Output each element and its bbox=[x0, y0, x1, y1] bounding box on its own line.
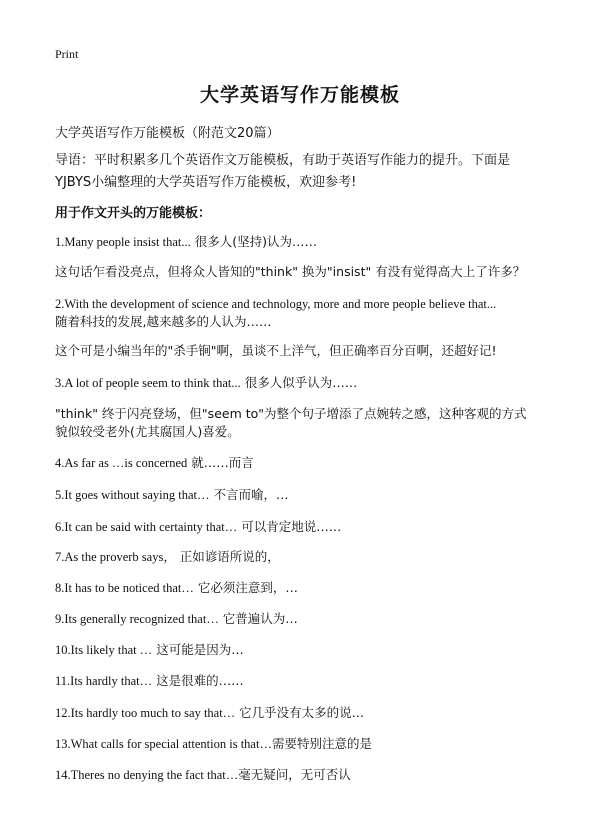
commentary-line: 这个可是小编当年的"杀手锏"啊，虽谈不上洋气，但正确率百分百啊，还超好记! bbox=[55, 343, 497, 358]
template-line: 13.What calls for special attention is that…需要特别注意的是 bbox=[55, 736, 372, 751]
template-line: 12.Its hardly too much to say that… 它几乎没有太多的说… bbox=[55, 705, 365, 720]
template-line: 3.A lot of people seem to think that... 很多人似乎认为…… bbox=[55, 375, 358, 390]
template-line-translation: 随着科技的发展,越来越多的人认为…… bbox=[55, 314, 272, 329]
commentary-line: 这句话乍看没亮点，但将众人皆知的"think" 换为"insist" 有没有觉得高大上了许多？ bbox=[55, 264, 526, 279]
print-label: Print bbox=[55, 47, 79, 61]
page-title: 大学英语写作万能模板 bbox=[199, 84, 400, 106]
intro-line: 导语：平时积累多几个英语作文万能模板，有助于英语写作能力的提升。下面是 bbox=[55, 153, 511, 168]
template-line: 1.Many people insist that... 很多人(坚持)认为…… bbox=[55, 234, 317, 249]
template-line: 8.It has to be noticed that… 它必须注意到，… bbox=[55, 580, 298, 595]
template-line: 14.Theres no denying the fact that…毫无疑问，无可否认 bbox=[55, 767, 351, 782]
template-line: 9.Its generally recognized that… 它普遍认为… bbox=[55, 611, 298, 626]
template-line: 7.As the proverb says， 正如谚语所说的， bbox=[55, 549, 280, 564]
intro-paragraph bbox=[55, 150, 555, 194]
template-line: 6.It can be said with certainty that… 可以肯定地说…… bbox=[55, 519, 342, 534]
commentary-line: "think" 终于闪亮登场，但"seem to"为整个句子增添了点婉转之感，这种客观的方式 bbox=[55, 406, 527, 421]
intro-line: YJBYS小编整理的大学英语写作万能模板，欢迎参考! bbox=[55, 175, 357, 190]
commentary-line: 貌似较受老外(尤其腐国人)喜爱。 bbox=[55, 424, 240, 439]
template-line: 2.With the development of science and technology, more and more people believe that... bbox=[55, 297, 497, 311]
template-line: 5.It goes without saying that… 不言而喻，… bbox=[55, 487, 289, 502]
page-subtitle: 大学英语写作万能模板（附范文20篇） bbox=[55, 126, 280, 141]
template-line: 10.Its likely that … 这可能是因为… bbox=[55, 642, 244, 657]
template-line: 11.Its hardly that… 这是很难的…… bbox=[55, 673, 244, 688]
template-line: 4.As far as …is concerned 就……而言 bbox=[55, 455, 254, 470]
section-heading: 用于作文开头的万能模板： bbox=[55, 206, 212, 221]
